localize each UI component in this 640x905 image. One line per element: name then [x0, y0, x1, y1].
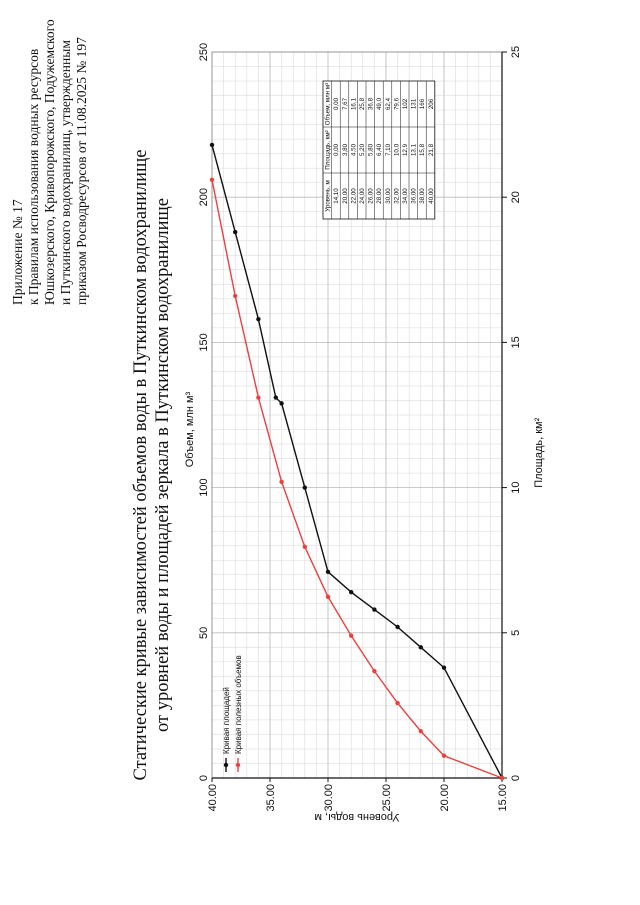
data-table-cell: 7,67: [341, 97, 349, 111]
x-bottom-axis-label: Площадь, км²: [533, 417, 545, 488]
x-top-tick-label: 0: [198, 774, 210, 782]
series-point-1: [349, 634, 353, 638]
data-table-cell: 3,80: [341, 143, 349, 157]
series-point-1: [500, 776, 504, 780]
data-table-cell: 25,8: [359, 97, 366, 111]
data-table-cell: 79,6: [393, 97, 401, 111]
data-table-cell: 36,00: [410, 188, 418, 204]
y-tick-label: 35.00: [265, 784, 277, 812]
series-point-0: [210, 143, 214, 147]
data-table-cell: 14,10: [333, 188, 341, 204]
data-table-cell: 12,9: [402, 143, 409, 157]
data-table-cell: 36,8: [367, 97, 375, 111]
legend-label: Кривая площадей: [222, 687, 231, 754]
series-point-0: [274, 395, 278, 399]
series-point-0: [442, 665, 446, 669]
series-point-1: [279, 480, 283, 484]
x-top-tick-label: 50: [198, 626, 210, 639]
data-table-cell: 166: [419, 98, 427, 110]
legend-marker: [224, 763, 228, 767]
series-point-1: [233, 294, 237, 298]
data-table-cell: 13,1: [410, 143, 418, 157]
series-point-0: [256, 317, 260, 321]
x-top-tick-label: 150: [198, 333, 210, 352]
series-point-1: [442, 754, 446, 758]
data-table-cell: 28,00: [376, 188, 384, 204]
data-table-cell: 102: [402, 98, 409, 110]
data-table-cell: 62,4: [384, 97, 392, 111]
data-table-header: Площадь, км²: [324, 130, 332, 170]
data-table-cell: 16,1: [350, 97, 358, 111]
x-top-axis-label: Объем, млн м³: [184, 391, 196, 468]
data-table-cell: 32,00: [393, 188, 401, 204]
series-point-0: [233, 230, 237, 234]
legend-label: Кривая полезных объемов: [234, 655, 243, 754]
chart-title-line1: Статические кривые зависимостей объемов воды в Путкинском водохранилище: [131, 149, 151, 781]
data-table-cell: 6,40: [376, 143, 384, 157]
x-bottom-tick-label: 5: [510, 629, 522, 636]
series-point-1: [303, 545, 307, 549]
header-line: Юшкозерского, Кривопорожского, Подужемского: [42, 19, 57, 305]
data-table-cell: 38,00: [419, 188, 427, 204]
series-line-0: [212, 145, 502, 778]
data-table-cell: 10,0: [393, 143, 401, 157]
series-point-1: [326, 595, 330, 599]
x-bottom-tick-label: 15: [510, 336, 522, 349]
y-tick-label: 20.00: [439, 784, 451, 812]
series-line-1: [212, 180, 502, 778]
data-table-cell: 4,50: [350, 143, 358, 157]
data-table-header: Объем, млн м³: [324, 82, 332, 126]
legend-marker: [236, 763, 240, 767]
x-bottom-tick-label: 0: [510, 774, 522, 782]
data-table-cell: 15,8: [419, 143, 427, 157]
legend: [222, 655, 243, 772]
data-table-cell: 0,00: [333, 143, 341, 157]
data-table-header: Уровень, м: [324, 180, 332, 212]
series-point-1: [419, 729, 423, 733]
x-bottom-tick-label: 25: [510, 45, 522, 59]
data-table-cell: 24,00: [359, 188, 366, 204]
series-point-0: [349, 590, 353, 594]
x-top-tick-label: 100: [198, 478, 210, 497]
series-point-0: [372, 607, 376, 611]
chart-title-line2: от уровней воды и площадей зеркала в Путкинском водохранилище: [153, 197, 173, 733]
series-point-0: [326, 570, 330, 574]
data-table-cell: 34,00: [402, 188, 409, 204]
x-bottom-tick-label: 20: [510, 191, 522, 204]
series-point-0: [419, 645, 423, 649]
series-point-1: [372, 669, 376, 673]
y-tick-label: 15.00: [497, 784, 509, 812]
data-table-cell: 5,80: [367, 143, 375, 157]
series-point-1: [210, 178, 214, 182]
data-table-cell: 40,00: [427, 188, 435, 204]
y-tick-label: 25.00: [381, 784, 393, 812]
data-table-cell: 49,0: [376, 97, 384, 111]
x-top-tick-label: 250: [198, 42, 210, 62]
x-top-tick-label: 200: [198, 188, 210, 207]
header-line: приказом Росводресурсов от 11.08.2025 № 197: [74, 37, 89, 305]
data-table-cell: 206: [427, 98, 435, 110]
data-table-cell: 20,00: [341, 188, 349, 204]
header-line: Приложение № 17: [10, 199, 25, 305]
data-table-cell: 21,8: [427, 143, 435, 157]
y-axis-label: Уровень воды, м: [314, 811, 400, 823]
series-point-0: [303, 485, 307, 489]
series-point-0: [395, 625, 399, 629]
data-table: [323, 81, 435, 219]
x-bottom-tick-label: 10: [510, 481, 522, 494]
y-tick-label: 30.00: [323, 784, 335, 812]
y-tick-label: 40.00: [207, 784, 219, 812]
data-table-cell: 30,00: [384, 188, 392, 204]
data-table-cell: 5,20: [359, 143, 366, 157]
data-table-cell: 7,10: [384, 143, 392, 157]
header-line: и Путкинского водохранилищ, утвержденным: [58, 40, 73, 305]
data-table-cell: 131: [410, 98, 418, 110]
series-point-1: [256, 395, 260, 399]
data-table-cell: 0,00: [333, 97, 341, 111]
data-table-cell: 22,00: [350, 188, 358, 204]
series-point-1: [395, 701, 399, 705]
header-line: к Правилам использования водных ресурсов: [26, 48, 41, 305]
data-table-cell: 26,00: [367, 188, 375, 204]
series-point-0: [279, 401, 283, 405]
